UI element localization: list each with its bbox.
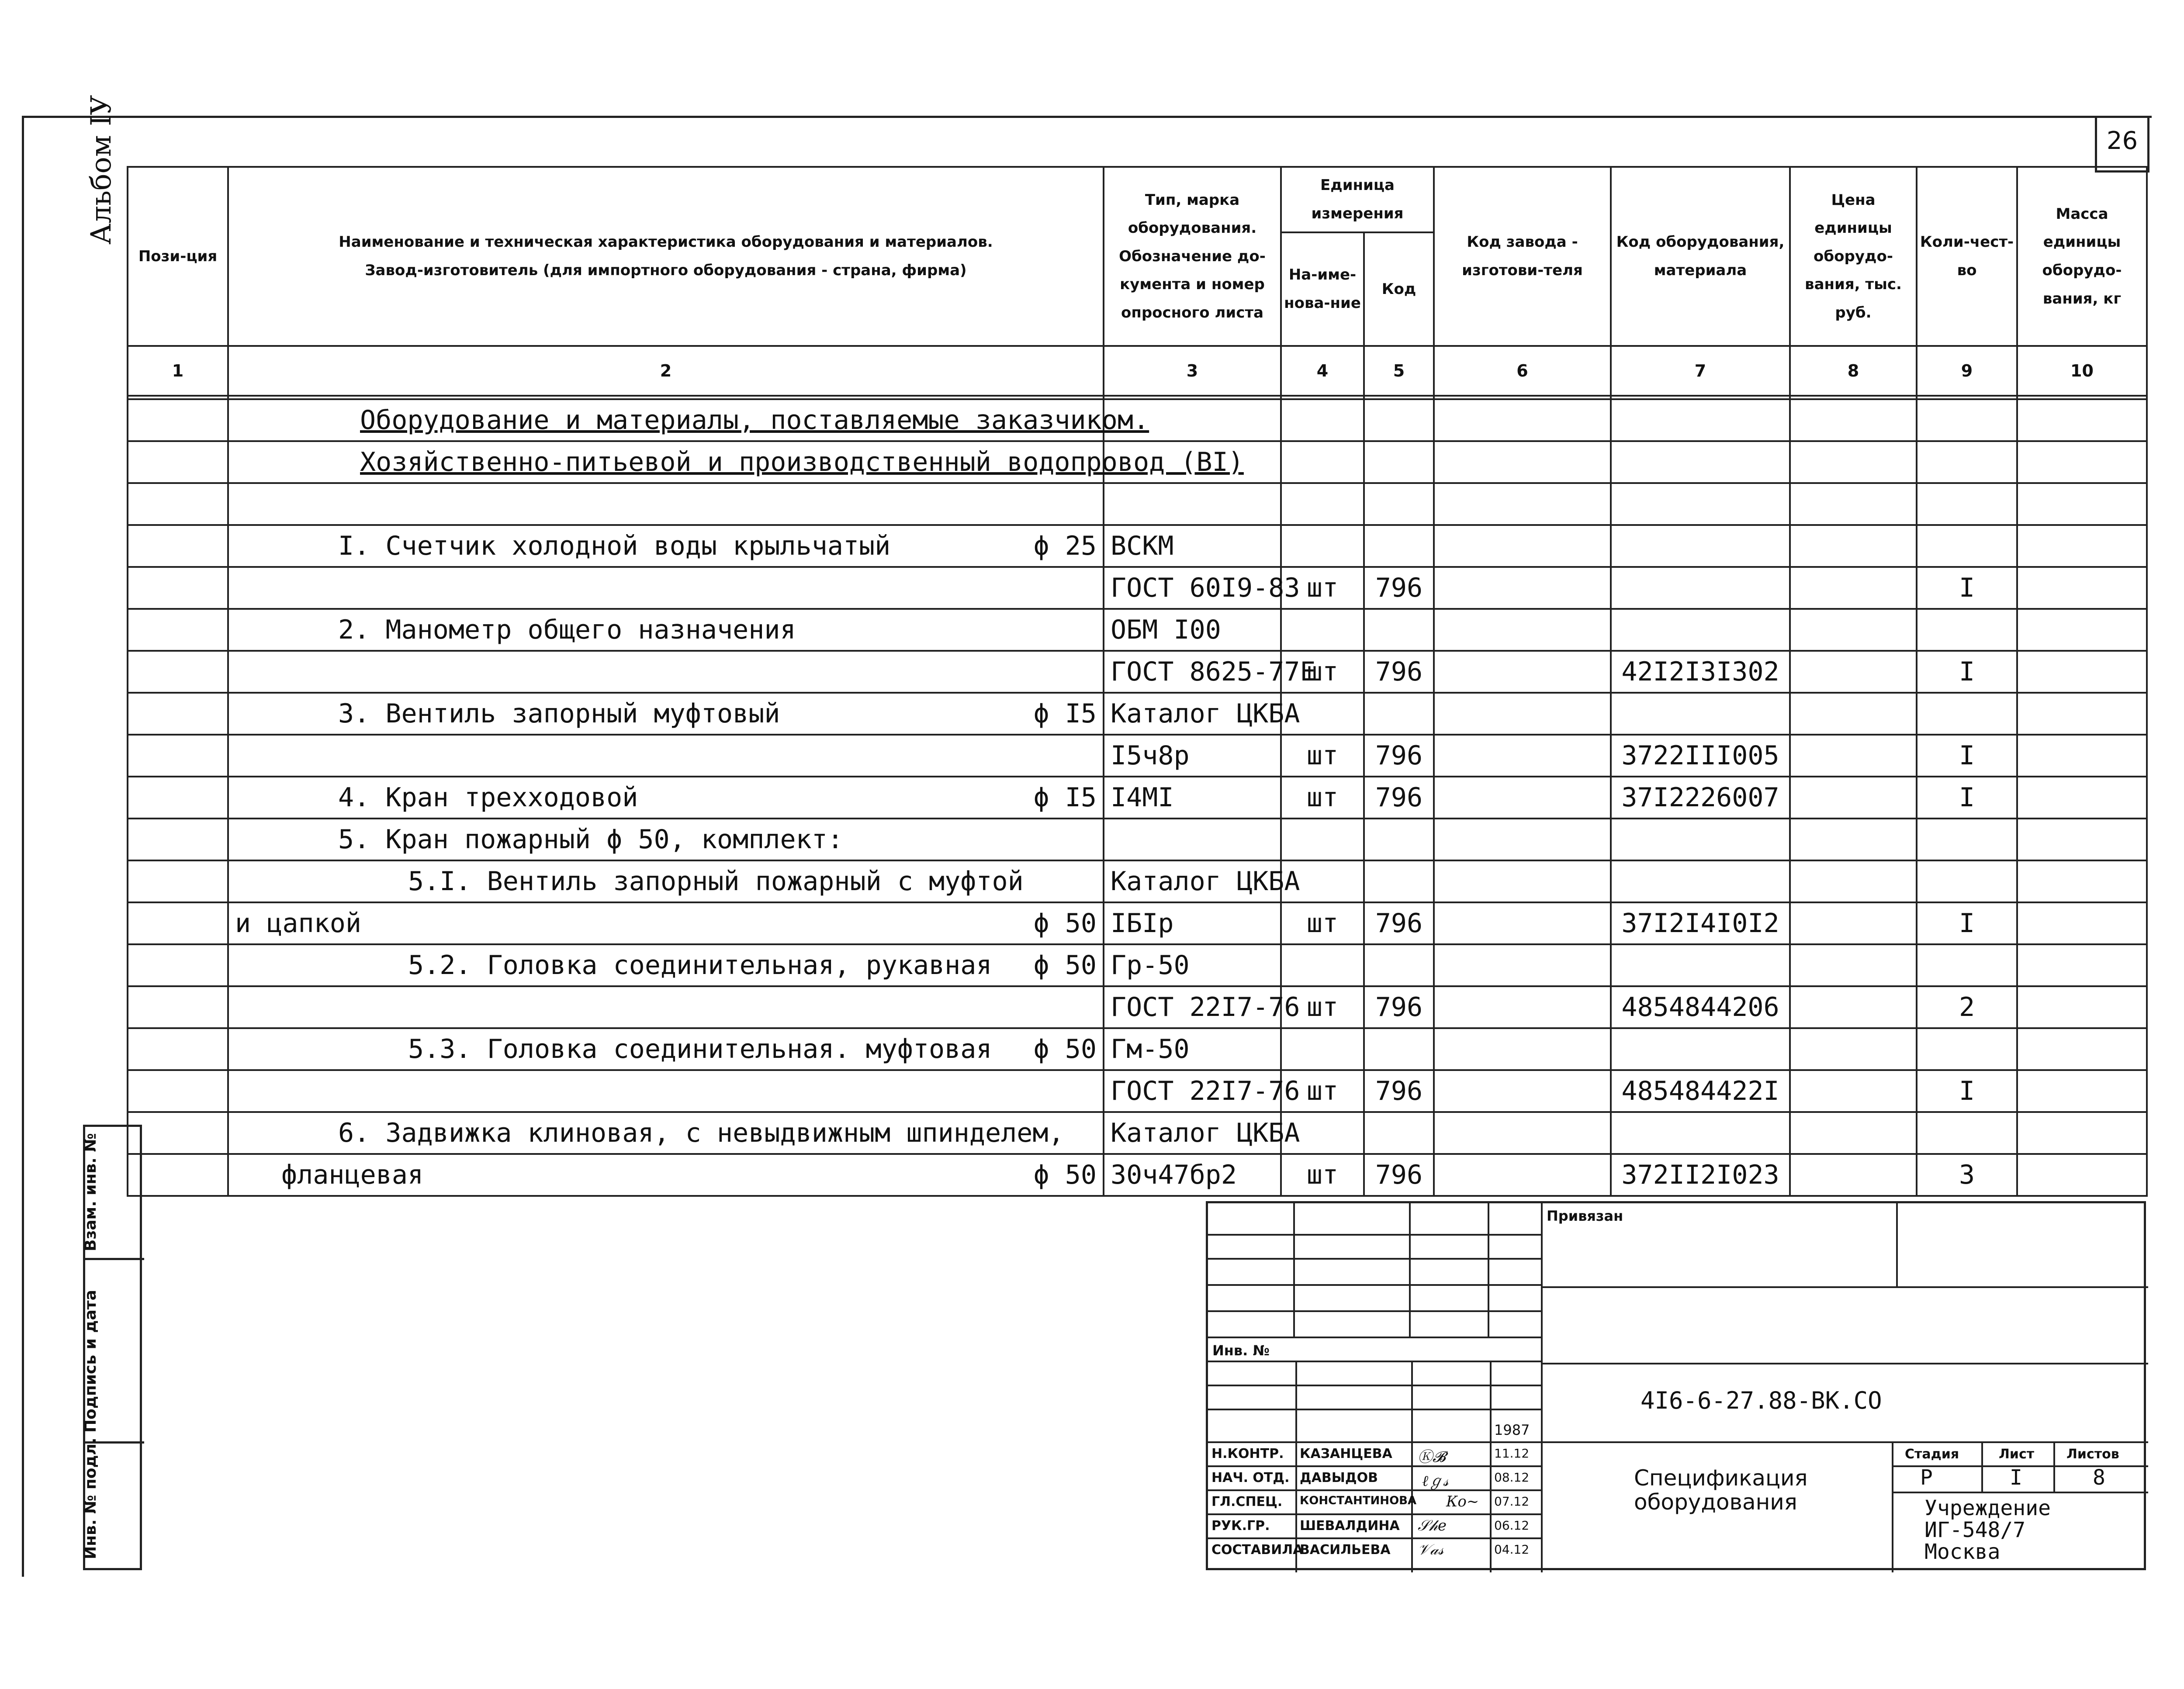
- sidebar-cell: [83, 1258, 142, 1437]
- header-unit-code: Код: [1364, 232, 1434, 346]
- col-num: 3: [1104, 346, 1281, 396]
- organization-line3: Москва: [1924, 1540, 2001, 1564]
- header-price: Цена единицы оборудо-вания, тыс. руб.: [1790, 167, 1917, 346]
- item-unit-code: 796: [1364, 567, 1434, 609]
- item-diameter: ϕ I5: [1033, 782, 1097, 813]
- role: СОСТАВИЛА: [1211, 1542, 1303, 1558]
- item-type: Каталог ЦКБА: [1104, 860, 1281, 902]
- stage-label: Стадия: [1905, 1447, 1959, 1462]
- item-type: Каталог ЦКБА: [1104, 1112, 1281, 1154]
- table-row: [128, 777, 2147, 819]
- table-row: [128, 1112, 2147, 1154]
- table-row: [128, 944, 2147, 986]
- item-type: ГОСТ 60I9-83: [1104, 567, 1281, 609]
- item-unit-code: 796: [1364, 777, 1434, 819]
- sheet-value: I: [2010, 1465, 2022, 1490]
- item-diameter: ϕ 25: [1033, 531, 1097, 561]
- person: КОНСТАНТИНОВА: [1300, 1494, 1417, 1507]
- item-diameter: ϕ 50: [1033, 908, 1097, 939]
- year: 1987: [1494, 1422, 1530, 1438]
- item-name: I. Счетчик холодной воды крыльчатый: [338, 531, 891, 561]
- item-material-code: 4854844206: [1611, 986, 1790, 1028]
- header-name-line2: Завод-изготовитель (для импортного оборудования - страна, фирма): [365, 262, 967, 279]
- person: ВАСИЛЬЕВА: [1300, 1542, 1391, 1558]
- item-quantity: I: [1917, 777, 2017, 819]
- table-row: [128, 399, 2147, 441]
- page-number: 26: [2106, 127, 2138, 155]
- item-name: 3. Вентиль запорный муфтовый: [338, 698, 780, 729]
- item-type: ГОСТ 8625-77Е: [1104, 651, 1281, 693]
- sidebar-cell: [83, 1125, 142, 1256]
- item-type: I5ч8р: [1104, 735, 1281, 777]
- date: 07.12: [1494, 1494, 1530, 1509]
- column-numbers-row: [128, 346, 2147, 396]
- item-name: и цапкой: [235, 908, 361, 939]
- document-code: 4I6-6-27.88-ВК.СО: [1641, 1387, 1882, 1414]
- section-subtitle: Хозяйственно-питьевой и производственный водопровод (BI): [360, 447, 1244, 477]
- header-material-code: Код оборудования, материала: [1611, 167, 1790, 346]
- title-line2: оборудования: [1634, 1489, 1797, 1515]
- album-label: Альбом IУ: [85, 95, 118, 245]
- table-row: [128, 483, 2147, 525]
- item-unit: шт: [1281, 1070, 1364, 1112]
- item-unit: шт: [1281, 567, 1364, 609]
- item-material-code: 485484422I: [1611, 1070, 1790, 1112]
- item-type: Гр-50: [1104, 944, 1281, 986]
- date: 06.12: [1494, 1518, 1530, 1533]
- header-position: Пози-ция: [128, 167, 228, 346]
- item-quantity: 3: [1917, 1154, 2017, 1196]
- table-row: [128, 902, 2147, 944]
- item-material-code: 42I2I3I302: [1611, 651, 1790, 693]
- sidebar-label: Взам. инв. №: [82, 1133, 100, 1251]
- stage-value: Р: [1920, 1465, 1933, 1490]
- sidebar-label: Инв. № подл.: [82, 1437, 100, 1559]
- col-num: 1: [128, 346, 228, 396]
- item-diameter: ϕ 50: [1033, 1034, 1097, 1064]
- item-quantity: I: [1917, 567, 2017, 609]
- person: КАЗАНЦЕВА: [1300, 1446, 1392, 1461]
- item-name: 2. Манометр общего назначения: [338, 615, 796, 645]
- header-unit-name: На-име-нова-ние: [1281, 232, 1364, 346]
- item-unit: шт: [1281, 1154, 1364, 1196]
- col-num: 10: [2017, 346, 2147, 396]
- item-diameter: ϕ 50: [1033, 950, 1097, 981]
- role: НАЧ. ОТД.: [1211, 1470, 1290, 1485]
- table-row: [128, 1154, 2147, 1196]
- table-row: [128, 735, 2147, 777]
- item-type: ГОСТ 22I7-76: [1104, 1070, 1281, 1112]
- signature: 𝒱𝒶𝓈: [1418, 1541, 1444, 1558]
- item-unit-code: 796: [1364, 1154, 1434, 1196]
- item-type: ОБМ I00: [1104, 609, 1281, 651]
- item-unit: шт: [1281, 902, 1364, 944]
- item-type: ГОСТ 22I7-76: [1104, 986, 1281, 1028]
- title-block: [1206, 1201, 2146, 1570]
- table-row: [128, 693, 2147, 735]
- role: Н.КОНТР.: [1211, 1446, 1284, 1461]
- header-quantity: Коли-чест-во: [1917, 167, 2017, 346]
- signature: 𝒮𝒽𝑒: [1418, 1517, 1447, 1534]
- date: 04.12: [1494, 1542, 1530, 1557]
- item-material-code: 37I2226007: [1611, 777, 1790, 819]
- item-quantity: I: [1917, 735, 2017, 777]
- table-row: [128, 609, 2147, 651]
- col-num: 2: [228, 346, 1104, 396]
- table-row: [128, 441, 2147, 483]
- table-row: [128, 1070, 2147, 1112]
- section-title: Оборудование и материалы, поставляемые заказчиком.: [360, 405, 1149, 435]
- col-num: 8: [1790, 346, 1917, 396]
- sheets-label: Листов: [2066, 1447, 2119, 1462]
- item-material-code: 37I2I4I0I2: [1611, 902, 1790, 944]
- sheet-label: Лист: [1999, 1447, 2035, 1462]
- item-unit: шт: [1281, 777, 1364, 819]
- privyazan-label: Привязан: [1547, 1208, 1623, 1224]
- inventory-label: Инв. №: [1212, 1342, 1270, 1359]
- person: ДАВЫДОВ: [1300, 1470, 1378, 1485]
- person: ШЕВАЛДИНА: [1300, 1518, 1400, 1534]
- item-unit-code: 796: [1364, 1070, 1434, 1112]
- signature: Ко~: [1446, 1493, 1479, 1510]
- col-num: 6: [1434, 346, 1611, 396]
- table-row: [128, 1028, 2147, 1070]
- table-row: [128, 567, 2147, 609]
- organization-line2: ИГ-548/7: [1924, 1518, 2026, 1542]
- item-type: ВСКМ: [1104, 525, 1281, 567]
- header-name: [228, 167, 1104, 346]
- role: ГЛ.СПЕЦ.: [1211, 1494, 1283, 1509]
- table-row: [128, 860, 2147, 902]
- item-material-code: 3722III005: [1611, 735, 1790, 777]
- item-unit-code: 796: [1364, 986, 1434, 1028]
- item-quantity: I: [1917, 651, 2017, 693]
- item-name: 5.I. Вентиль запорный пожарный с муфтой: [408, 866, 1024, 897]
- item-type: Каталог ЦКБА: [1104, 693, 1281, 735]
- header-type: Тип, марка оборудования. Обозначение до-кумента и номер опросного листа: [1104, 167, 1281, 346]
- specification-table: [127, 166, 2148, 1197]
- organization-line1: Учреждение: [1924, 1496, 2051, 1520]
- title-line1: Спецификация: [1634, 1465, 1808, 1491]
- col-num: 7: [1611, 346, 1790, 396]
- item-material-code: 372II2I023: [1611, 1154, 1790, 1196]
- item-unit-code: 796: [1364, 735, 1434, 777]
- item-type: Гм-50: [1104, 1028, 1281, 1070]
- date: 08.12: [1494, 1470, 1530, 1485]
- date: 11.12: [1494, 1446, 1530, 1461]
- item-name: фланцевая: [281, 1160, 424, 1190]
- item-unit-code: 796: [1364, 902, 1434, 944]
- col-num: 4: [1281, 346, 1364, 396]
- item-unit-code: 796: [1364, 651, 1434, 693]
- item-unit: шт: [1281, 651, 1364, 693]
- sidebar-cell: [82, 1437, 142, 1564]
- item-unit: шт: [1281, 735, 1364, 777]
- item-diameter: ϕ I5: [1033, 698, 1097, 729]
- item-quantity: I: [1917, 902, 2017, 944]
- sidebar-label: Подпись и дата: [82, 1290, 100, 1433]
- item-unit: шт: [1281, 986, 1364, 1028]
- role: РУК.ГР.: [1211, 1518, 1270, 1534]
- header-name-line1: Наименование и техническая характеристика оборудования и материалов.: [339, 233, 993, 251]
- header-factory-code: Код завода - изготови-теля: [1434, 167, 1611, 346]
- table-row: [128, 986, 2147, 1028]
- col-num: 9: [1917, 346, 2017, 396]
- item-quantity: I: [1917, 1070, 2017, 1112]
- item-name: 4. Кран трехходовой: [338, 782, 638, 813]
- item-type: 30ч47бр2: [1104, 1154, 1281, 1196]
- item-name: 6. Задвижка клиновая, с невыдвижным шпинделем,: [338, 1118, 1064, 1148]
- item-name: 5.3. Головка соединительная. муфтовая: [408, 1034, 992, 1064]
- header-mass: Масса единицы оборудо-вания, кг: [2017, 167, 2147, 346]
- item-type: IБIр: [1104, 902, 1281, 944]
- item-type: I4МI: [1104, 777, 1281, 819]
- signature: ℓℊ𝓈: [1422, 1472, 1449, 1490]
- header-unit: Единица измерения: [1281, 167, 1434, 232]
- signature: Ⓚ𝓑: [1418, 1448, 1446, 1466]
- item-name: 5.2. Головка соединительная, рукавная: [408, 950, 992, 981]
- item-quantity: 2: [1917, 986, 2017, 1028]
- col-num: 5: [1364, 346, 1434, 396]
- table-row: [128, 525, 2147, 567]
- table-row: [128, 819, 2147, 860]
- sheets-value: 8: [2093, 1465, 2105, 1490]
- item-name: 5. Кран пожарный ϕ 50, комплект:: [338, 824, 843, 855]
- table-row: [128, 651, 2147, 693]
- item-diameter: ϕ 50: [1033, 1160, 1097, 1190]
